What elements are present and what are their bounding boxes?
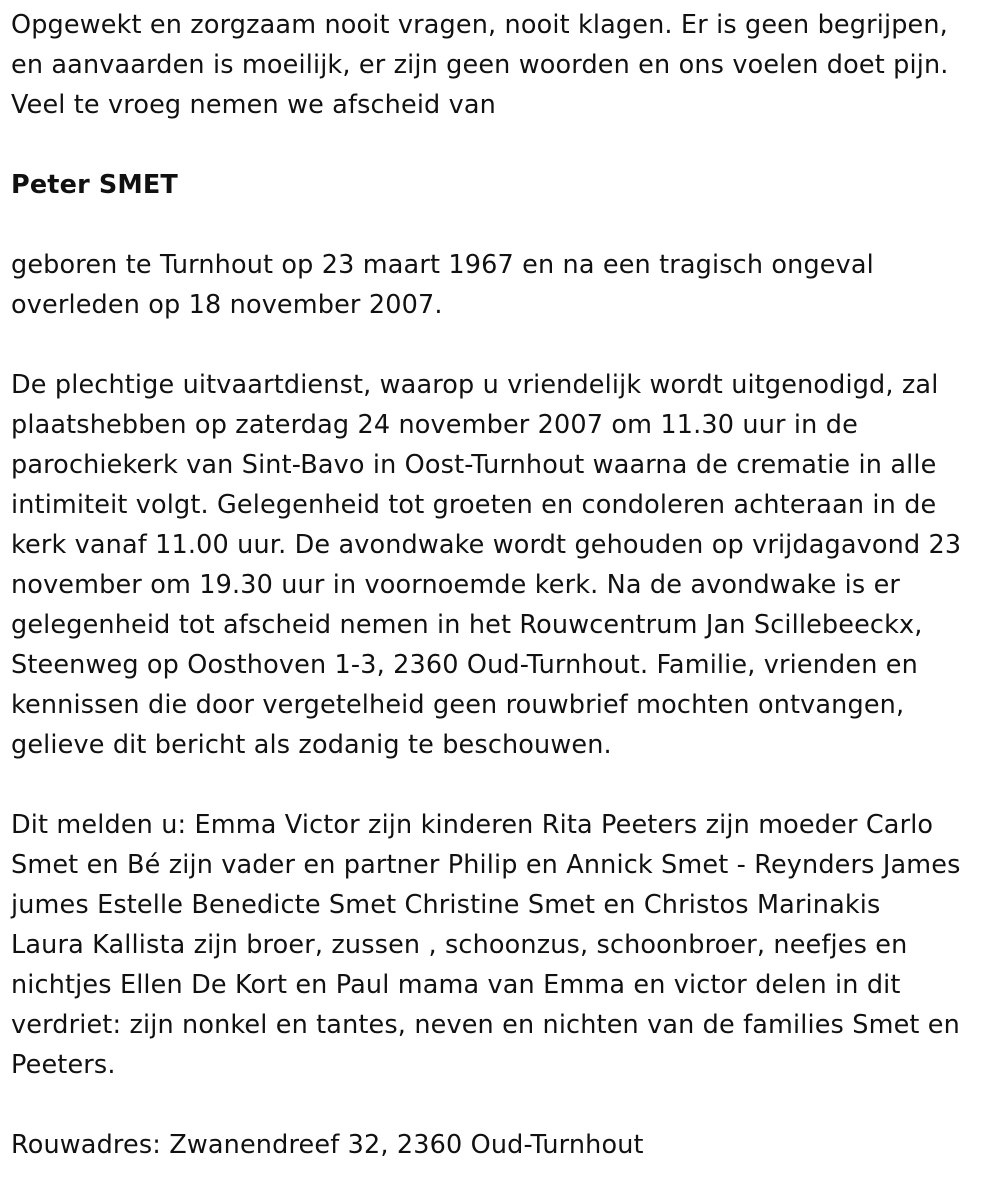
intro-paragraph [11, 5, 988, 125]
service-line: kennissen die door vergetelheid geen rouwbrief mochten ontvangen, [11, 690, 905, 720]
paragraph-gap [11, 765, 988, 805]
service-line: plaatshebben op zaterdag 24 november 2007 om 11.30 uur in de [11, 410, 858, 440]
service-line: november om 19.30 uur in voornoemde kerk. Na de avondwake is er [11, 570, 901, 600]
family-line: nichtjes Ellen De Kort en Paul mama van Emma en victor delen in dit [11, 970, 901, 1000]
family-line: Laura Kallista zijn broer, zussen , schoonzus, schoonbroer, neefjes en [11, 930, 908, 960]
birth-line: overleden op 18 november 2007. [11, 290, 443, 320]
birth-line: geboren te Turnhout op 23 maart 1967 en na een tragisch ongeval [11, 250, 874, 280]
service-line: De plechtige uitvaartdienst, waarop u vriendelijk wordt uitgenodigd, zal [11, 370, 939, 400]
mourning-address: Rouwadres: Zwanendreef 32, 2360 Oud-Turnhout [11, 1130, 644, 1160]
service-line: Steenweg op Oosthoven 1-3, 2360 Oud-Turnhout. Familie, vrienden en [11, 650, 918, 680]
paragraph-gap [11, 125, 988, 165]
birth-death-paragraph [11, 245, 988, 325]
service-line: gelieve dit bericht als zodanig te beschouwen. [11, 730, 612, 760]
deceased-name-text: Peter SMET [11, 170, 178, 200]
paragraph-gap [11, 1085, 988, 1125]
service-line: gelegenheid tot afscheid nemen in het Rouwcentrum Jan Scillebeeckx, [11, 610, 923, 640]
obituary-document [0, 5, 1000, 1184]
address-paragraph [11, 1125, 988, 1165]
family-line: Smet en Bé zijn vader en partner Philip en Annick Smet - Reynders James [11, 850, 961, 880]
family-line: verdriet: zijn nonkel en tantes, neven en nichten van de families Smet en [11, 1010, 960, 1040]
family-line: Peeters. [11, 1050, 116, 1080]
intro-line: Veel te vroeg nemen we afscheid van [11, 90, 496, 120]
paragraph-gap [11, 205, 988, 245]
family-line: Dit melden u: Emma Victor zijn kinderen Rita Peeters zijn moeder Carlo [11, 810, 934, 840]
intro-line: en aanvaarden is moeilijk, er zijn geen woorden en ons voelen doet pijn. [11, 50, 949, 80]
family-paragraph [11, 805, 988, 1085]
family-line: jumes Estelle Benedicte Smet Christine Smet en Christos Marinakis [11, 890, 881, 920]
deceased-name [11, 165, 988, 205]
service-line: intimiteit volgt. Gelegenheid tot groeten en condoleren achteraan in de [11, 490, 937, 520]
service-line: parochiekerk van Sint-Bavo in Oost-Turnhout waarna de crematie in alle [11, 450, 937, 480]
intro-line: Opgewekt en zorgzaam nooit vragen, nooit klagen. Er is geen begrijpen, [11, 10, 948, 40]
service-line: kerk vanaf 11.00 uur. De avondwake wordt gehouden op vrijdagavond 23 [11, 530, 962, 560]
paragraph-gap [11, 325, 988, 365]
service-paragraph [11, 365, 988, 765]
